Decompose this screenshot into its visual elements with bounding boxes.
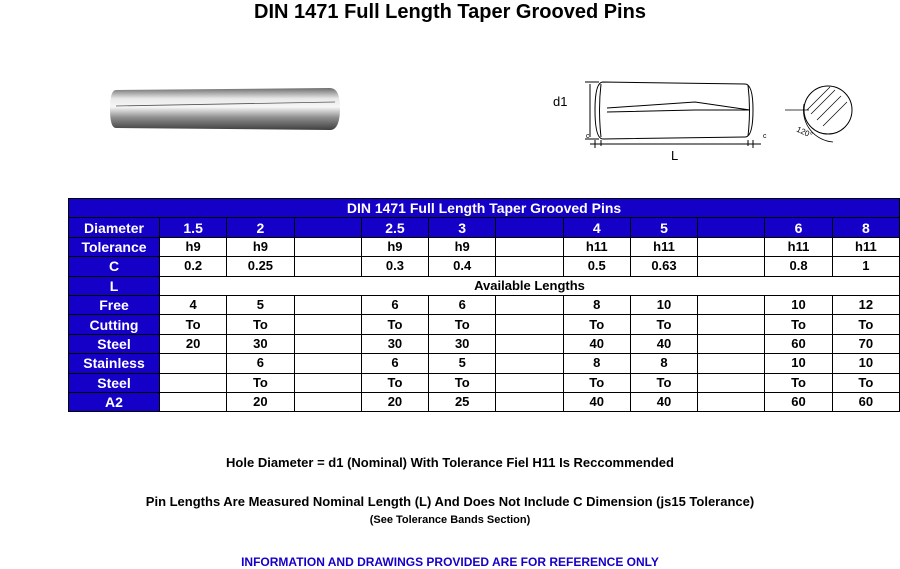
length-cell	[496, 392, 563, 411]
l-label: L	[671, 148, 679, 163]
material-label: Cutting	[69, 315, 160, 334]
length-cell: 60	[765, 334, 832, 353]
length-cell	[294, 334, 361, 353]
length-cell: 8	[630, 354, 697, 373]
length-cell: To	[429, 315, 496, 334]
length-cell	[698, 295, 765, 314]
diameter-cell	[294, 218, 361, 237]
page-title: DIN 1471 Full Length Taper Grooved Pins	[254, 1, 646, 23]
tolerance-cell	[698, 237, 765, 256]
length-cell	[294, 315, 361, 334]
length-row	[69, 315, 900, 334]
length-cell: 40	[630, 334, 697, 353]
length-cell	[698, 373, 765, 392]
diameter-row	[69, 218, 900, 237]
length-cell: 20	[227, 392, 294, 411]
row-label-l: L	[69, 276, 160, 295]
length-row	[69, 354, 900, 373]
length-cell	[698, 334, 765, 353]
diameter-cell	[496, 218, 563, 237]
length-row	[69, 392, 900, 411]
diameter-cell: 6	[765, 218, 832, 237]
length-cell: To	[227, 373, 294, 392]
length-cell: To	[361, 315, 428, 334]
c-cell: 0.4	[429, 257, 496, 276]
length-cell: 8	[563, 354, 630, 373]
length-cell	[294, 373, 361, 392]
d1-label: d1	[553, 94, 568, 109]
tolerance-cell: h11	[563, 237, 630, 256]
length-cell: To	[630, 315, 697, 334]
pin-drawing	[545, 70, 860, 170]
tolerance-cell: h11	[765, 237, 832, 256]
table-title: DIN 1471 Full Length Taper Grooved Pins	[69, 199, 900, 218]
length-cell: To	[160, 315, 227, 334]
l-row	[69, 276, 900, 295]
length-cell: 4	[160, 295, 227, 314]
length-cell	[294, 392, 361, 411]
length-cell: 20	[160, 334, 227, 353]
length-cell: 10	[765, 354, 832, 373]
c-cell	[698, 257, 765, 276]
length-cell	[496, 315, 563, 334]
length-cell: To	[832, 373, 899, 392]
length-cell	[698, 392, 765, 411]
tolerance-cell: h9	[429, 237, 496, 256]
c-row	[69, 257, 900, 276]
length-cell: To	[563, 373, 630, 392]
tolerance-cell: h9	[160, 237, 227, 256]
length-cell: To	[630, 373, 697, 392]
length-cell: To	[765, 373, 832, 392]
length-cell: 40	[630, 392, 697, 411]
c-cell: 0.25	[227, 257, 294, 276]
material-label: Free	[69, 295, 160, 314]
length-cell: 12	[832, 295, 899, 314]
length-cell	[496, 334, 563, 353]
material-label: Steel	[69, 334, 160, 353]
angle-label: 120°	[795, 124, 814, 140]
length-cell	[294, 295, 361, 314]
length-cell	[496, 295, 563, 314]
length-cell	[160, 373, 227, 392]
length-cell	[294, 354, 361, 373]
length-cell: To	[563, 315, 630, 334]
diameter-cell: 2	[227, 218, 294, 237]
length-cell: 10	[630, 295, 697, 314]
c-cell: 0.63	[630, 257, 697, 276]
diameter-cell: 2.5	[361, 218, 428, 237]
diameter-cell: 3	[429, 218, 496, 237]
diameter-cell: 5	[630, 218, 697, 237]
tolerance-cell: h9	[361, 237, 428, 256]
length-cell: 6	[361, 295, 428, 314]
length-cell: 5	[227, 295, 294, 314]
tolerance-cell	[496, 237, 563, 256]
c-label-right: c	[763, 133, 767, 140]
length-cell: 40	[563, 392, 630, 411]
length-row	[69, 373, 900, 392]
pin-photo	[110, 86, 342, 134]
hole-note: Hole Diameter = d1 (Nominal) With Tolerance Fiel H11 Is Reccommended	[226, 455, 674, 470]
c-cell: 0.5	[563, 257, 630, 276]
row-label-tolerance: Tolerance	[69, 237, 160, 256]
material-label: Stainless	[69, 354, 160, 373]
c-cell: 0.8	[765, 257, 832, 276]
tolerance-row	[69, 237, 900, 256]
diameter-cell: 8	[832, 218, 899, 237]
length-row	[69, 295, 900, 314]
length-cell: To	[361, 373, 428, 392]
length-cell: 30	[429, 334, 496, 353]
disclaimer: INFORMATION AND DRAWINGS PROVIDED ARE FOR REFERENCE ONLY	[241, 555, 659, 569]
diameter-cell: 4	[563, 218, 630, 237]
tolerance-cell	[294, 237, 361, 256]
c-cell: 1	[832, 257, 899, 276]
length-cell: 5	[429, 354, 496, 373]
spec-table	[68, 198, 900, 412]
material-label: Steel	[69, 373, 160, 392]
pin-length-note: Pin Lengths Are Measured Nominal Length (L) And Does Not Include C Dimension (js15 Tolerance)	[145, 494, 755, 509]
material-label: A2	[69, 392, 160, 411]
length-cell: 8	[563, 295, 630, 314]
length-cell: To	[227, 315, 294, 334]
row-label-diameter: Diameter	[69, 218, 160, 237]
c-label-left: c	[586, 133, 590, 140]
length-cell: 6	[227, 354, 294, 373]
tolerance-cell: h11	[832, 237, 899, 256]
tolerance-cell: h11	[630, 237, 697, 256]
length-cell: To	[429, 373, 496, 392]
length-cell	[698, 315, 765, 334]
length-cell: 60	[832, 392, 899, 411]
length-cell	[496, 373, 563, 392]
length-cell: 60	[765, 392, 832, 411]
length-cell: To	[832, 315, 899, 334]
length-cell: 40	[563, 334, 630, 353]
length-cell: 10	[832, 354, 899, 373]
diameter-cell	[698, 218, 765, 237]
length-cell: 30	[227, 334, 294, 353]
row-label-c: C	[69, 257, 160, 276]
length-cell: 6	[429, 295, 496, 314]
length-cell	[160, 392, 227, 411]
tolerance-reference: (See Tolerance Bands Section)	[369, 514, 531, 526]
length-row	[69, 334, 900, 353]
length-cell: 30	[361, 334, 428, 353]
length-cell: 10	[765, 295, 832, 314]
c-cell	[496, 257, 563, 276]
tolerance-cell: h9	[227, 237, 294, 256]
available-lengths: Available Lengths	[160, 276, 900, 295]
length-cell	[496, 354, 563, 373]
length-cell: 25	[429, 392, 496, 411]
length-cell: To	[765, 315, 832, 334]
length-cell	[698, 354, 765, 373]
length-cell: 70	[832, 334, 899, 353]
c-cell: 0.2	[160, 257, 227, 276]
c-cell	[294, 257, 361, 276]
c-cell: 0.3	[361, 257, 428, 276]
diameter-cell: 1.5	[160, 218, 227, 237]
length-cell: 20	[361, 392, 428, 411]
length-cell: 6	[361, 354, 428, 373]
length-cell	[160, 354, 227, 373]
